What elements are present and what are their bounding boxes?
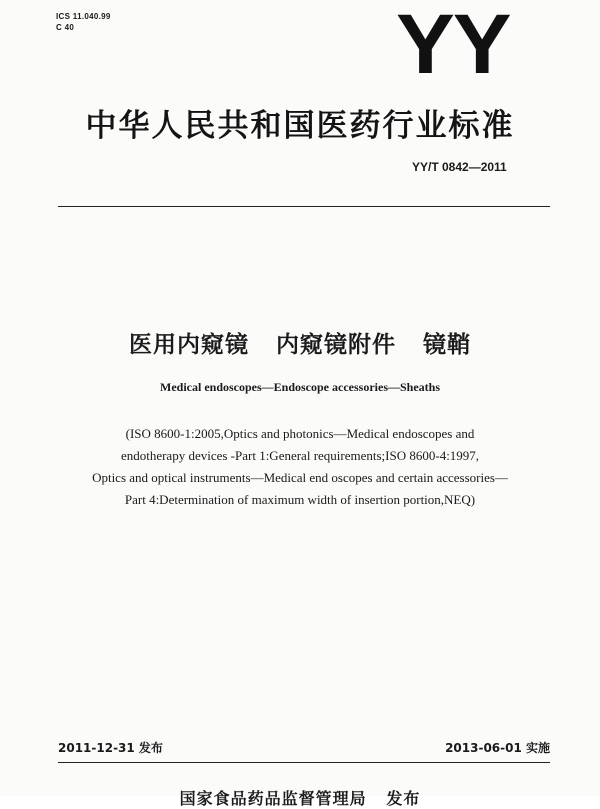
chinese-title: 医用内窥镜 内窥镜附件 镜鞘 xyxy=(128,332,472,358)
org-title: 中华人民共和国医药行业标准 xyxy=(85,108,515,144)
reference-line: Part 4:Determination of maximum width of insertion portion,NEQ) xyxy=(124,492,476,507)
ccs-code: C 40 xyxy=(56,23,75,32)
bottom-divider xyxy=(58,762,550,763)
reference-standards xyxy=(0,423,600,511)
reference-line: endotherapy devices -Part 1:General requirements;ISO 8600-4:1997, xyxy=(120,448,480,463)
issuing-authority: 国家食品药品监督管理局 发布 xyxy=(179,789,421,808)
classification-codes xyxy=(56,11,111,33)
yy-logo: YY xyxy=(396,0,510,91)
implementation-date: 2013-06-01 实施 xyxy=(445,741,550,755)
english-title: Medical endoscopes—Endoscope accessories—Sheaths xyxy=(160,380,440,394)
issue-date: 2011-12-31 发布 xyxy=(58,741,163,755)
reference-line: (ISO 8600-1:2005,Optics and photonics—Medical endoscopes and xyxy=(125,426,475,441)
standard-number: YY/T 0842—2011 xyxy=(412,160,507,174)
reference-line: Optics and optical instruments—Medical end oscopes and certain accessories— xyxy=(92,470,508,485)
top-divider xyxy=(58,206,550,207)
ics-code: ICS 11.040.99 xyxy=(56,12,111,21)
